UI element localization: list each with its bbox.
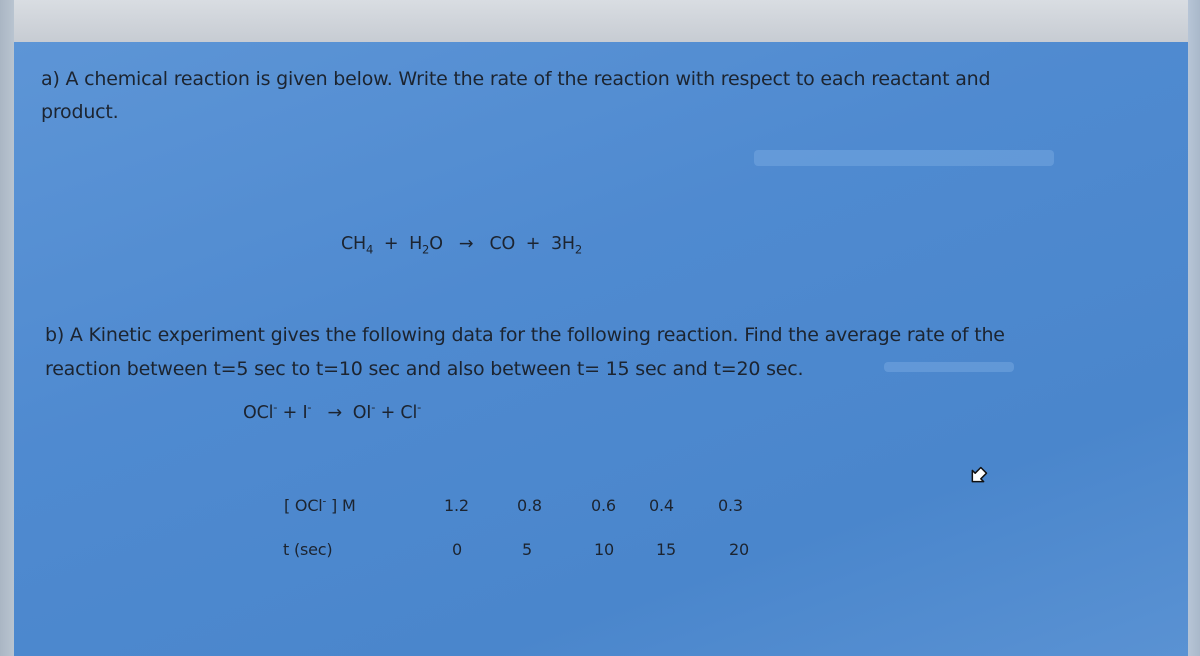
question-a-line-1: a) A chemical reaction is given below. Write the rate of the reaction with respect to each reactant and: [41, 68, 991, 90]
photo-frame-right: [1188, 0, 1200, 656]
photo-frame-left: [0, 0, 14, 656]
reaction-arrow: →: [327, 403, 342, 423]
screen-glare: [754, 150, 1054, 166]
mouse-pointer-icon: [967, 465, 989, 487]
table-cell: 0.6: [591, 496, 616, 515]
table-row-1-label: [ OCl- ] M: [284, 495, 356, 515]
table-cell: 10: [594, 540, 614, 559]
table-cell: 20: [729, 540, 749, 559]
reaction-a-equation: $CH_4 + H_2O$ → CO + $3H_2$: [341, 234, 583, 257]
document-page: [14, 42, 1188, 656]
question-b-line-1: b) A Kinetic experiment gives the following data for the following reaction. Find the average rate of the: [45, 324, 1005, 346]
question-a-line-2: product.: [41, 101, 119, 123]
table-cell: 0.3: [718, 496, 743, 515]
reaction-arrow: →: [458, 234, 474, 254]
table-cell: 15: [656, 540, 676, 559]
table-cell: 1.2: [444, 496, 469, 515]
table-row-2-label: t (sec): [283, 540, 333, 559]
question-b-line-2: reaction between t=5 sec to t=10 sec and also between t= 15 sec and t=20 sec.: [45, 358, 804, 380]
table-cell: 0.8: [517, 496, 542, 515]
photo-frame-top: [0, 0, 1200, 42]
reaction-b-equation: OCl- + I- → OI- + Cl-: [243, 400, 422, 423]
table-cell: 0.4: [649, 496, 674, 515]
screen-glare: [884, 362, 1014, 372]
table-cell: 0: [452, 540, 462, 559]
table-cell: 5: [522, 540, 532, 559]
